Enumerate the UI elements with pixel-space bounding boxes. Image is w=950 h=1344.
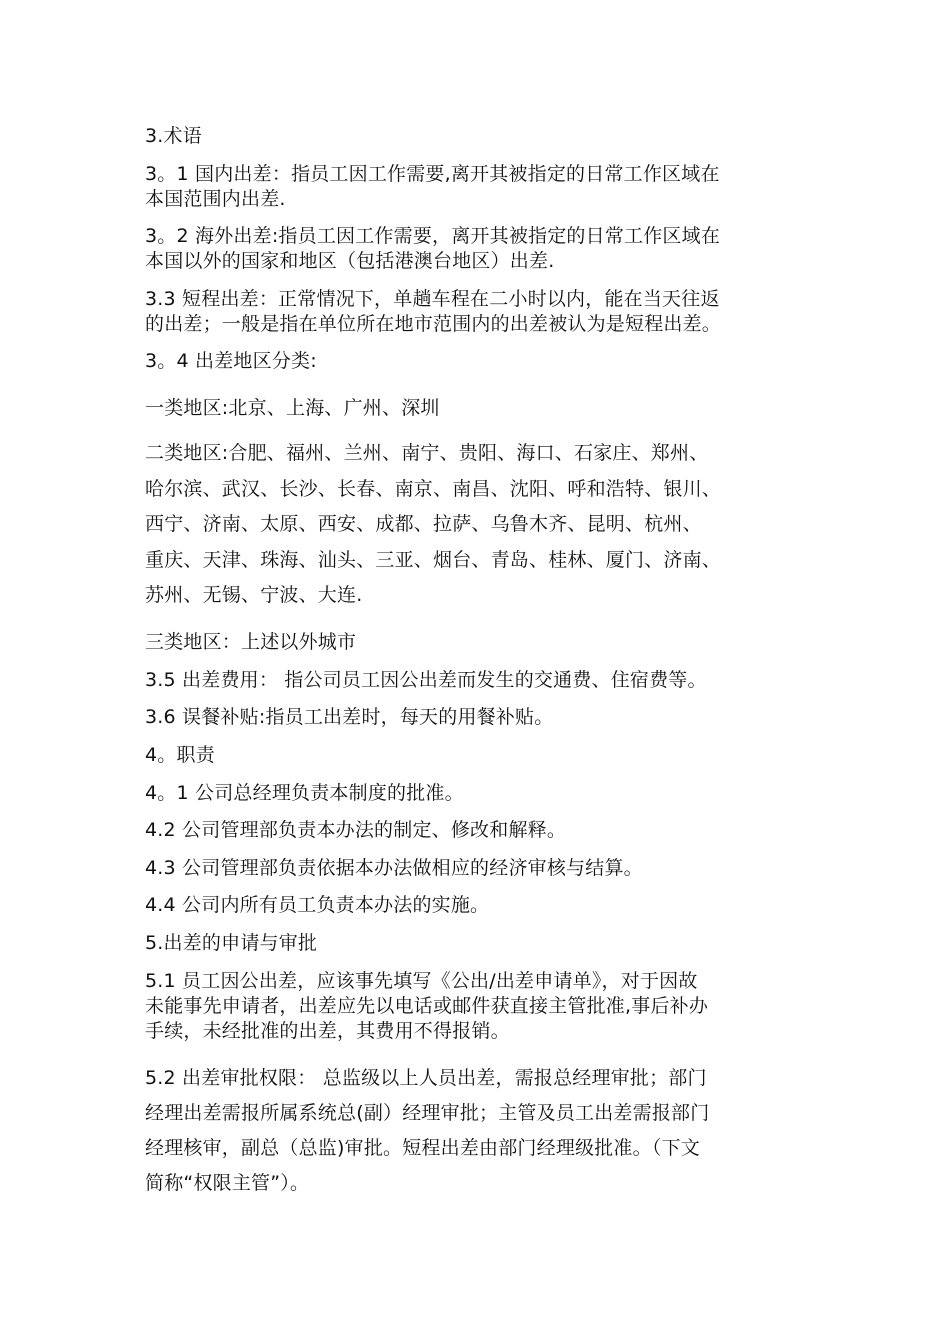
paragraph-line: 3。4 出差地区分类: bbox=[145, 350, 317, 372]
paragraph-line: 4.2 公司管理部负责本办法的制定、修改和解释。 bbox=[145, 819, 567, 841]
paragraph-line: 的出差；一般是指在单位所在地市范围内的出差被认为是短程出差。 bbox=[145, 313, 722, 335]
paragraph-line: 本国范围内出差. bbox=[145, 188, 286, 210]
paragraph-line: 简称“权限主管”）。 bbox=[145, 1172, 310, 1194]
paragraph-line: 3.3 短程出差：正常情况下，单趟车程在二小时以内，能在当天往返 bbox=[145, 288, 720, 310]
paragraph-line: 西宁、济南、太原、西安、成都、拉萨、乌鲁木齐、昆明、杭州、 bbox=[145, 513, 702, 535]
section-heading-terms: 3.术语 bbox=[145, 125, 202, 147]
paragraph-line: 经理核审，副总（总监)审批。短程出差由部门经理级批准。（下文 bbox=[145, 1137, 700, 1159]
paragraph-line: 二类地区:合肥、福州、兰州、南宁、贵阳、海口、石家庄、郑州、 bbox=[145, 442, 709, 464]
paragraph-line: 本国以外的国家和地区（包括港澳台地区）出差. bbox=[145, 250, 555, 272]
paragraph-line: 3.6 误餐补贴:指员工出差时，每天的用餐补贴。 bbox=[145, 706, 554, 728]
paragraph-line: 3.5 出差费用： 指公司员工因公出差而发生的交通费、住宿费等。 bbox=[145, 669, 707, 691]
paragraph-line: 三类地区：上述以外城市 bbox=[145, 631, 357, 653]
paragraph-line: 重庆、天津、珠海、汕头、三亚、烟台、青岛、桂林、厦门、济南、 bbox=[145, 549, 722, 571]
paragraph-line: 5.1 员工因公出差，应该事先填写《公出/出差申请单》，对于因故 bbox=[145, 970, 698, 992]
paragraph-line: 4.4 公司内所有员工负责本办法的实施。 bbox=[145, 894, 490, 916]
paragraph-line: 3。1 国内出差：指员工因工作需要,离开其被指定的日常工作区域在 bbox=[145, 163, 720, 185]
paragraph-line: 未能事先申请者，出差应先以电话或邮件获直接主管批准,事后补办 bbox=[145, 995, 709, 1017]
section-heading-application: 5.出差的申请与审批 bbox=[145, 932, 318, 954]
paragraph-line: 经理出差需报所属系统总(副）经理审批；主管及员工出差需报部门 bbox=[145, 1102, 710, 1124]
paragraph-line: 苏州、无锡、宁波、大连. bbox=[145, 584, 363, 606]
paragraph-line: 5.2 出差审批权限： 总监级以上人员出差，需报总经理审批；部门 bbox=[145, 1067, 707, 1089]
paragraph-line: 哈尔滨、武汉、长沙、长春、南京、南昌、沈阳、呼和浩特、银川、 bbox=[145, 478, 722, 500]
paragraph-line: 4。1 公司总经理负责本制度的批准。 bbox=[145, 782, 464, 804]
section-heading-duties: 4。职责 bbox=[145, 744, 215, 766]
paragraph-line: 3。2 海外出差:指员工因工作需要，离开其被指定的日常工作区域在 bbox=[145, 225, 721, 247]
paragraph-line: 4.3 公司管理部负责依据本办法做相应的经济审核与结算。 bbox=[145, 857, 643, 879]
paragraph-line: 一类地区:北京、上海、广州、深圳 bbox=[145, 397, 440, 419]
paragraph-line: 手续，未经批准的出差，其费用不得报销。 bbox=[145, 1020, 510, 1042]
